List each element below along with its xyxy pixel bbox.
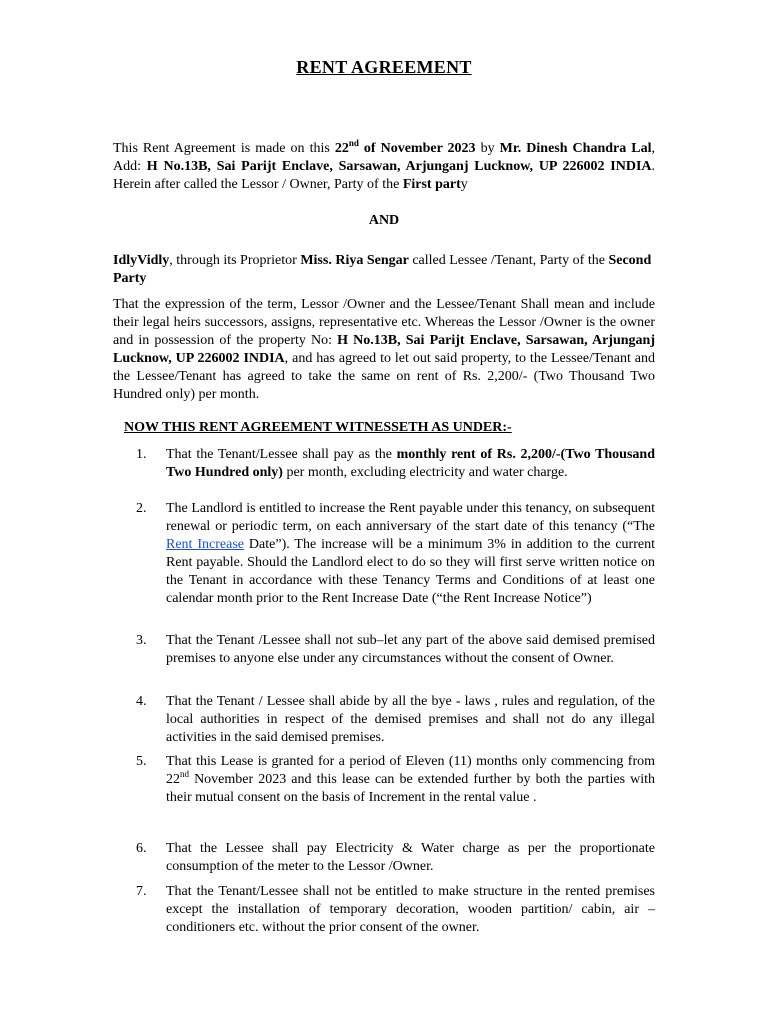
clause-text-part: The Landlord is entitled to increase the Rent payable under this tenancy, on subsequent renewal or periodic term, on each anniversary of the start date of this tenancy (“The	[166, 501, 655, 534]
intro-text: This Rent Agreement is made on this	[113, 141, 335, 156]
intro-text: , Add:	[113, 141, 655, 174]
monthly-rent: monthly rent of Rs. 2,200/-(Two Thousand Two Hundred only)	[166, 447, 655, 480]
first-party-label: First part	[402, 177, 461, 192]
intro-text: by	[475, 141, 500, 156]
intro-text: y	[460, 177, 468, 192]
property-address: H No.13B, Sai Parijt Enclave, Sarsawan, Arjunganj Lucknow, UP 226002 INDIA	[113, 333, 655, 366]
clause-text-part: per month, excluding electricity and water charge.	[282, 465, 568, 480]
clause-text-part: That the Tenant/Lessee shall pay as the	[166, 447, 397, 462]
clause-item	[136, 500, 655, 608]
clause-number: 2.	[136, 501, 147, 516]
second-party-paragraph	[113, 252, 655, 288]
clause-item	[136, 840, 655, 876]
second-party-text: , through its Proprietor	[169, 253, 301, 268]
lessor-address: H No.13B, Sai Parijt Enclave, Sarsawan, Arjunganj Lucknow, UP 226002 INDIA	[146, 159, 652, 174]
clause-text: That the Tenant / Lessee shall abide by all the bye - laws , rules and regulation, of the local authorities in respect of the demised premises and shall not do any illegal activities in the said demised premises.	[166, 694, 655, 745]
agreement-month-year: of November 2023	[358, 141, 476, 156]
second-party-text: called Lessee /Tenant, Party of the	[408, 253, 609, 268]
second-party-label: Second Party	[113, 253, 652, 286]
clause-number: 5.	[136, 754, 147, 769]
clause-item	[136, 632, 655, 668]
clause-item	[136, 753, 655, 807]
clause-number: 7.	[136, 884, 147, 899]
clause-text	[166, 500, 655, 608]
clause-item	[136, 446, 655, 482]
intro-paragraph	[113, 140, 655, 194]
witness-heading: NOW THIS RENT AGREEMENT WITNESSETH AS UNDER:-	[124, 420, 512, 435]
clause-text-part: That this Lease is granted for a period of Eleven (11) months only commencing from 22	[166, 754, 655, 787]
clause-text	[166, 753, 655, 807]
clause-number: 6.	[136, 841, 147, 856]
agreement-day: 22	[334, 141, 349, 156]
clause-text-part: November 2023 and this lease can be extended further by both the parties with their mutual consent on the basis of Increment in the rental value .	[166, 772, 655, 805]
lessor-name: Mr. Dinesh Chandra Lal	[499, 141, 652, 156]
intro-text: . Herein after called the Lessor / Owner, Party of the	[113, 159, 656, 192]
document-title: RENT AGREEMENT	[296, 57, 472, 77]
clause-number: 3.	[136, 633, 147, 648]
lessee-name: IdlyVidly	[113, 253, 170, 268]
rent-increase-link[interactable]: Rent Increase	[166, 537, 244, 552]
clause-item	[136, 693, 655, 747]
expression-text: That the expression of the term, Lessor /Owner and the Lessee/Tenant Shall mean and include their legal heirs successors, assigns, representative etc. Whereas the Lessor /Owner is the owner and in possession of the property No:	[113, 297, 655, 348]
clause-text: That the Tenant/Lessee shall not be entitled to make structure in the rented premises except the installation of temporary decoration, wooden partition/ cabin, air – conditioners etc. without the prior consent of the owner.	[166, 884, 655, 935]
and-separator: AND	[368, 213, 400, 228]
clause-number: 1.	[136, 447, 147, 462]
expression-text: , and has agreed to let out said property, to the Lessee/Tenant and the Lessee/Tenant has agreed to take the same on rent of Rs. 2,200/- (Two Thousand Two Hundred only) per month.	[113, 351, 655, 402]
expression-paragraph	[113, 296, 655, 404]
clause-text	[166, 446, 655, 482]
clause-item	[136, 883, 655, 937]
clause-text: That the Tenant /Lessee shall not sub–let any part of the above said demised premised premises to anyone else under any circumstances without the consent of Owner.	[166, 633, 655, 666]
day-ordinal: nd	[348, 138, 359, 148]
clause-number: 4.	[136, 694, 147, 709]
day-ordinal: nd	[180, 769, 189, 779]
proprietor-name: Miss. Riya Sengar	[300, 253, 409, 268]
clause-text: That the Lessee shall pay Electricity & Water charge as per the proportionate consumption of the meter to the Lessor /Owner.	[166, 841, 655, 874]
clause-text-part: Date”). The increase will be a minimum 3% in addition to the current Rent payable. Should the Landlord elect to do so they will first serve written notice on the Tenant in accordance with these Tenancy Terms and Conditions of at least one calendar month prior to the Rent Increase Date (“the Rent Increase Notice”)	[166, 537, 655, 606]
agreement-date	[334, 138, 476, 156]
